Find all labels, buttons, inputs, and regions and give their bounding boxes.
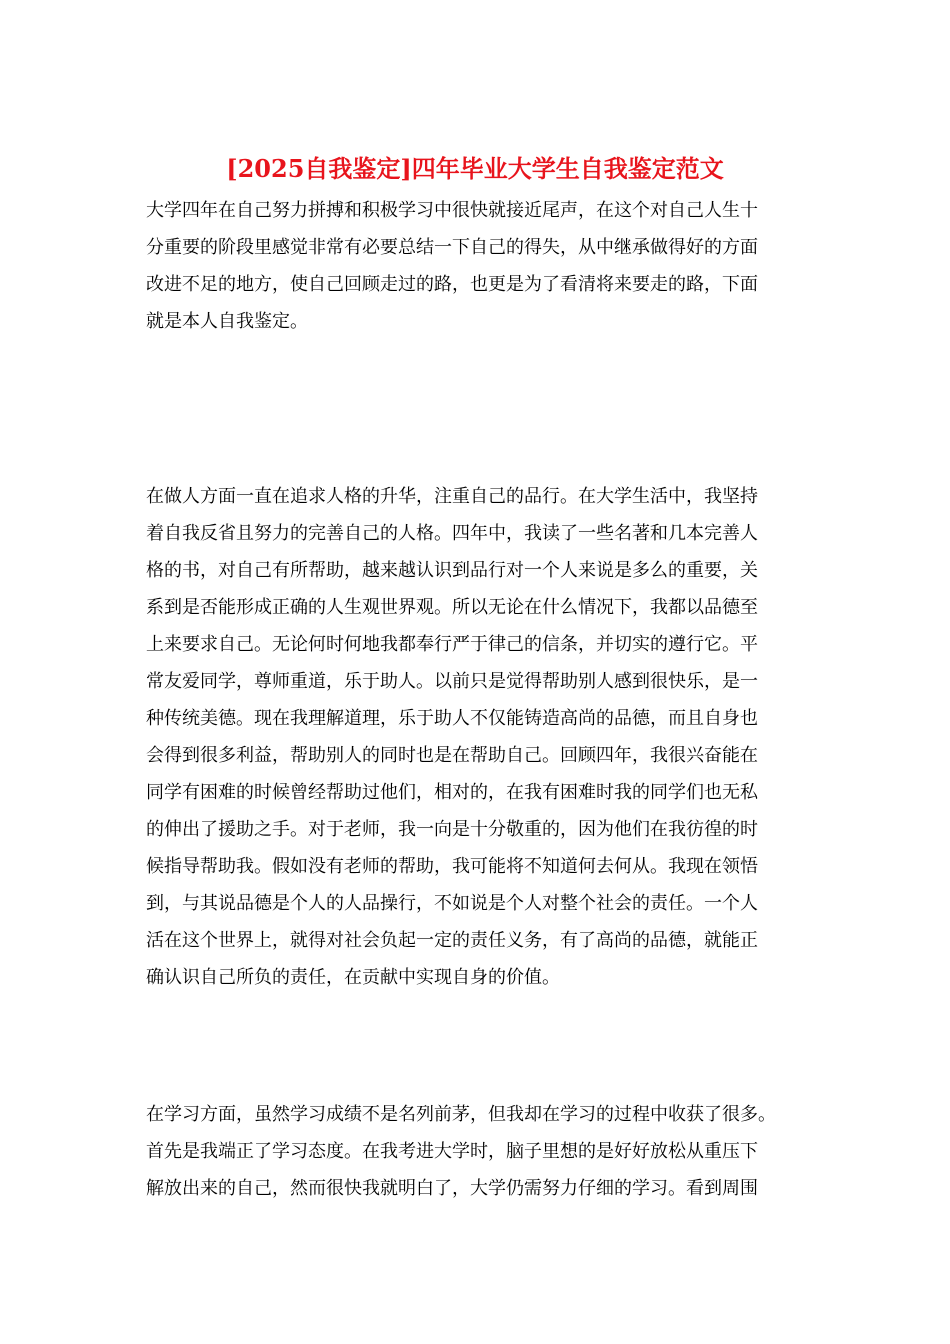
- paragraph-line: 首先是我端正了学习态度。在我考进大学时，脑子里想的是好好放松从重压下: [146, 1141, 758, 1162]
- paragraph-line: 到，与其说品德是个人的人品操行，不如说是个人对整个社会的责任。一个人: [146, 893, 758, 914]
- paragraph-line: 候指导帮助我。假如没有老师的帮助，我可能将不知道何去何从。我现在领悟: [146, 856, 758, 877]
- paragraph-line: 改进不足的地方，使自己回顾走过的路，也更是为了看清将来要走的路，下面: [146, 274, 758, 295]
- paragraph-line: 的伸出了援助之手。对于老师，我一向是十分敬重的，因为他们在我彷徨的时: [146, 819, 758, 840]
- paragraph-line: 格的书，对自己有所帮助，越来越认识到品行对一个人来说是多么的重要，关: [146, 560, 758, 581]
- paragraph-line: 种传统美德。现在我理解道理，乐于助人不仅能铸造高尚的品德，而且自身也: [146, 708, 758, 729]
- paragraph-line: 活在这个世界上，就得对社会负起一定的责任义务，有了高尚的品德，就能正: [146, 930, 758, 951]
- paragraph-line: 常友爱同学，尊师重道，乐于助人。以前只是觉得帮助别人感到很快乐，是一: [146, 671, 758, 692]
- paragraph-line: 分重要的阶段里感觉非常有必要总结一下自己的得失，从中继承做得好的方面: [146, 237, 758, 258]
- paragraph-line: 系到是否能形成正确的人生观世界观。所以无论在什么情况下，我都以品德至: [146, 597, 758, 618]
- paragraph-line: 着自我反省且努力的完善自己的人格。四年中，我读了一些名著和几本完善人: [146, 523, 758, 544]
- paragraph-line: 上来要求自己。无论何时何地我都奉行严于律己的信条，并切实的遵行它。平: [146, 634, 758, 655]
- paragraph-line: 在学习方面，虽然学习成绩不是名列前茅，但我却在学习的过程中收获了很多。: [146, 1104, 776, 1125]
- paragraph-line: 在做人方面一直在追求人格的升华，注重自己的品行。在大学生活中，我坚持: [146, 486, 758, 507]
- paragraph-line: 就是本人自我鉴定。: [146, 311, 308, 332]
- paragraph-line: 解放出来的自己，然而很快我就明白了，大学仍需努力仔细的学习。看到周围: [146, 1178, 758, 1199]
- paragraph-line: 同学有困难的时候曾经帮助过他们，相对的，在我有困难时我的同学们也无私: [146, 782, 758, 803]
- paragraph-line: 会得到很多利益，帮助别人的同时也是在帮助自己。回顾四年，我很兴奋能在: [146, 745, 758, 766]
- paragraph-line: 大学四年在自己努力拼搏和积极学习中很快就接近尾声，在这个对自己人生十: [146, 200, 758, 221]
- document-title: [2025自我鉴定]四年毕业大学生自我鉴定范文: [226, 154, 724, 183]
- paragraph-line: 确认识自己所负的责任，在贡献中实现自身的价值。: [146, 967, 560, 988]
